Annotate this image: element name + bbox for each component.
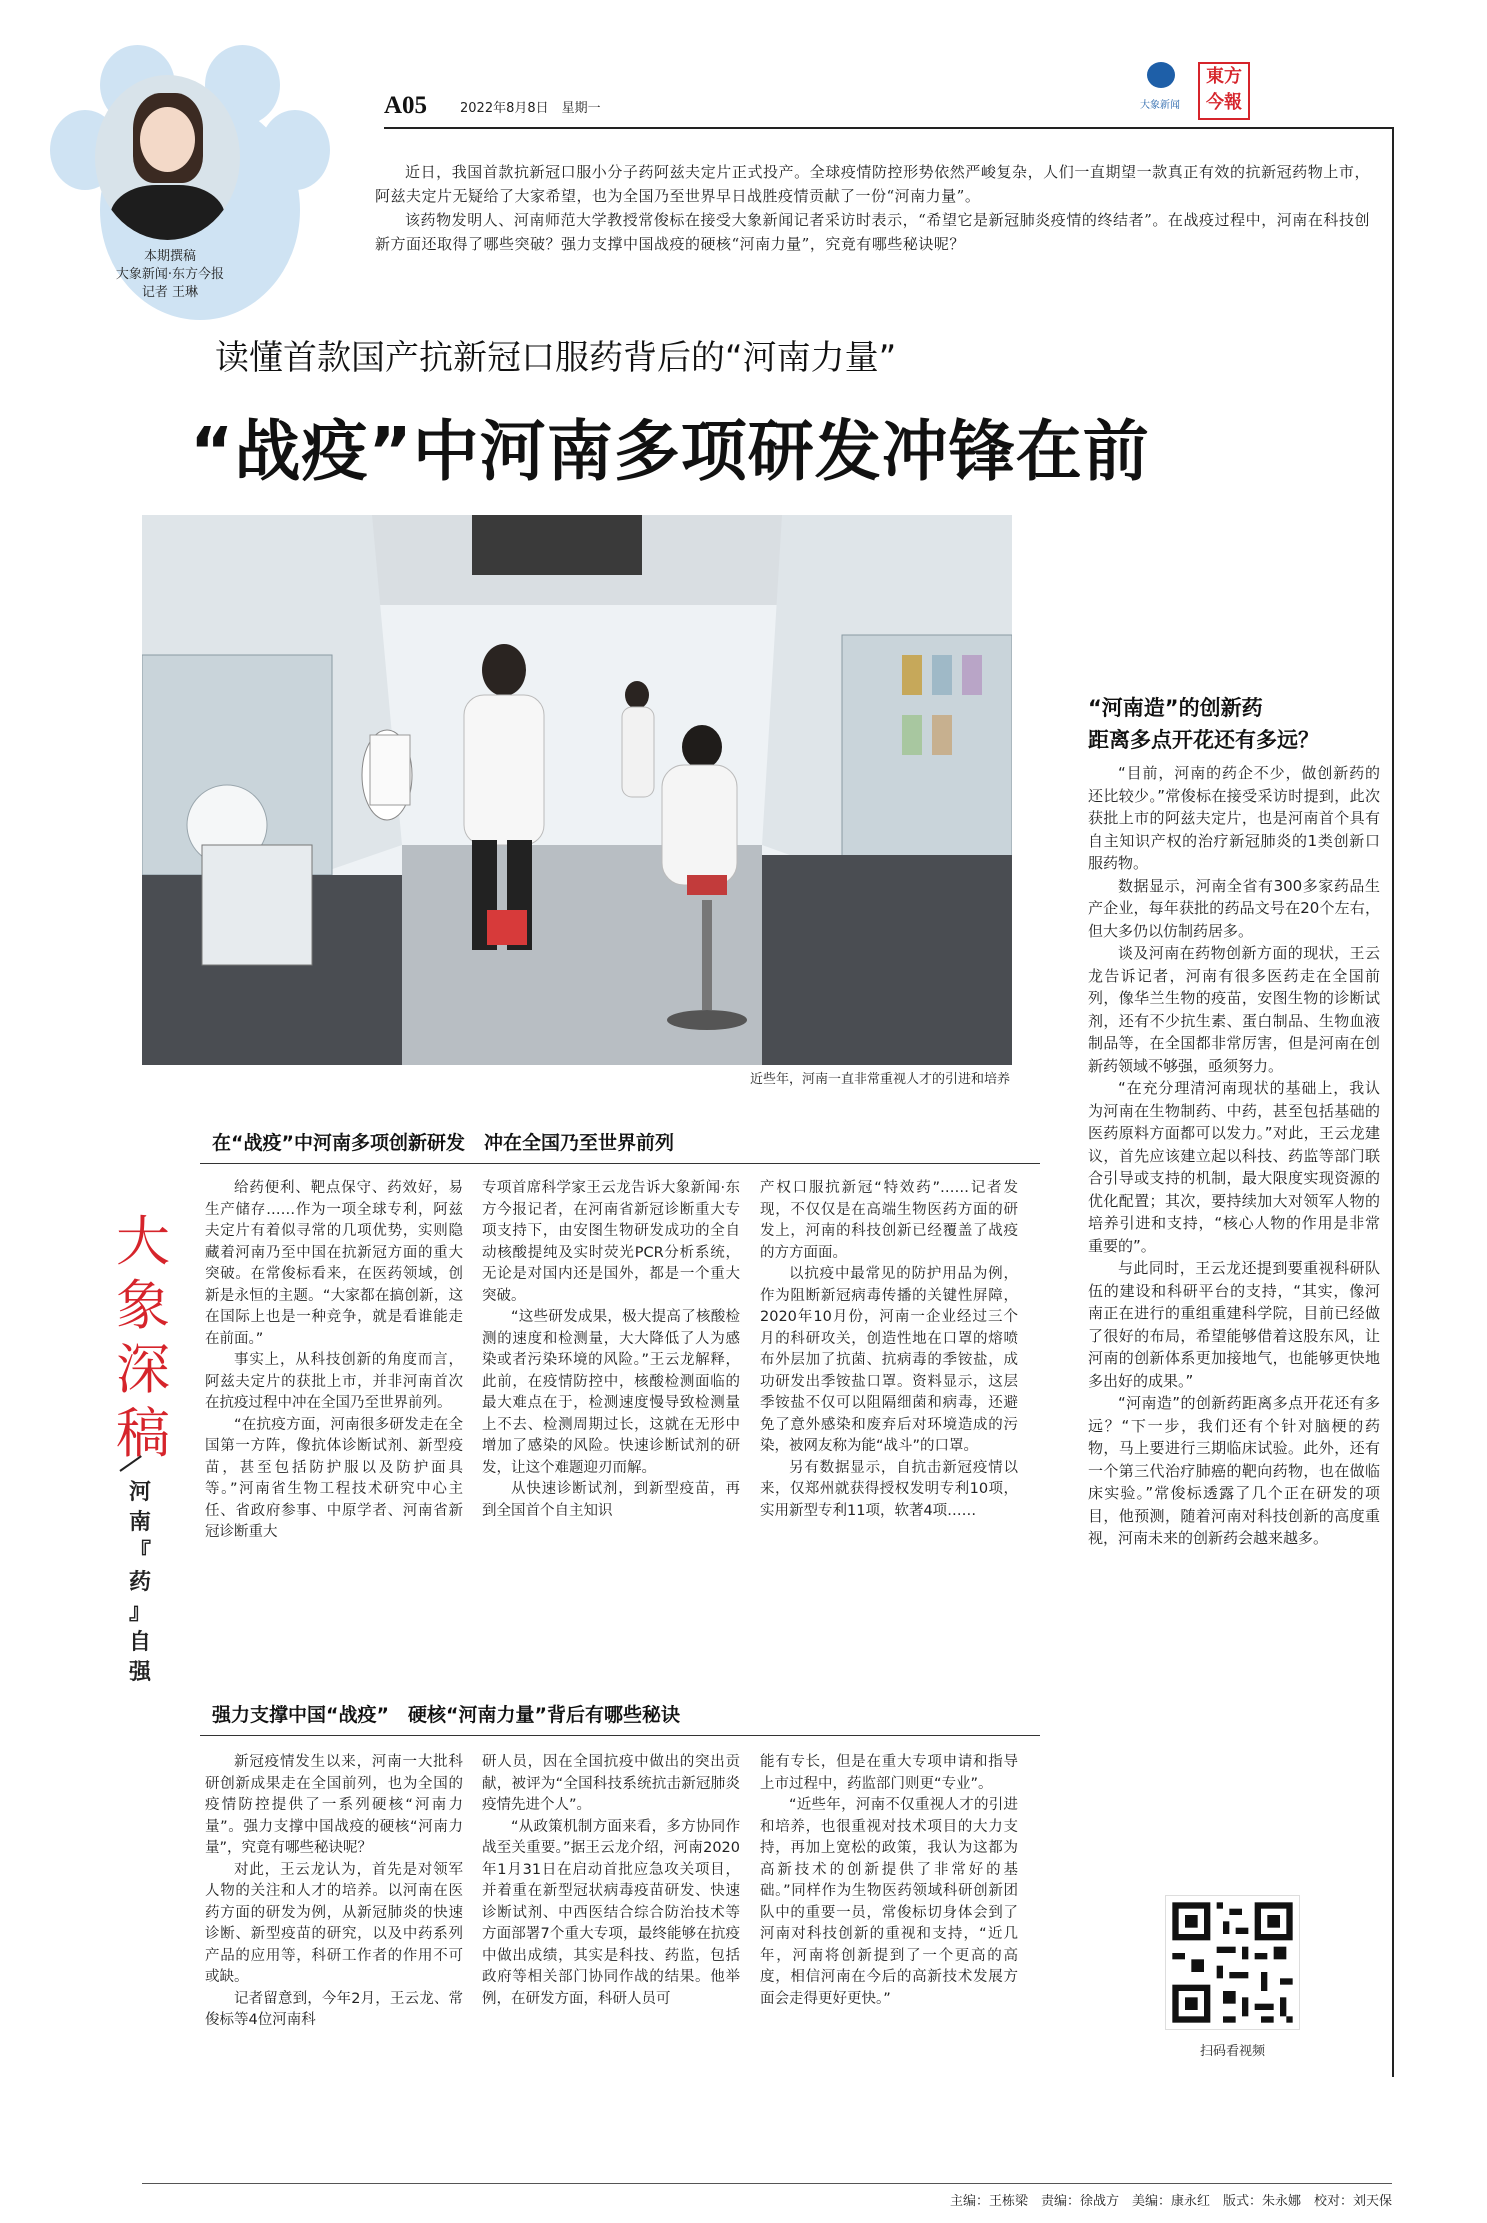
lead-paragraph: 近日，我国首款抗新冠口服小分子药阿兹夫定片正式投产。全球疫情防控形势依然严峻复杂，人们一直期望一款真正有效的抗新冠药物上市，阿兹夫定片无疑给了大家希望，也为全国乃至世界早日战胜疫情贡献了一份“河南力量”。: [375, 163, 1370, 205]
section2-rule: [200, 1735, 1040, 1736]
lab-photo: [142, 515, 1012, 1065]
byline-label: 本期撰稿: [143, 249, 196, 264]
reporter-avatar: [95, 75, 240, 240]
section2-col1: 新冠疫情发生以来，河南一大批科研创新成果走在全国前列，也为全国的疫情防控提供了一系列硬核“河南力量”。强力支撑中国战疫的硬核“河南力量”，究竟有哪些秘诀呢？ 对此，王云龙认为，首先是对领军人物的关注和人才的培养。以河南在医药方面的研发为例，从新冠肺炎的快速诊断、新型疫苗的研究，以及中药系列产品的应用等，科研工作者的作用不可或缺。 记者留意到，今年2月，王云龙、常俊标等4位河南科: [205, 1754, 463, 2028]
section2-col2: 研人员，因在全国抗疫中做出的突出贡献，被评为“全国科技系统抗击新冠肺炎疫情先进个人”。 “从政策机制方面来看，多方协同作战至关重要。”据王云龙介绍，河南2020年1月31日在启动首批应急攻关项目，并着重在新型冠状病毒疫苗研发、快速诊断试剂、中西医结合综合防治技术等方面部署7个重大专项，最终能够在抗疫中做出成绩，其实是科技、药监，包括政府等相关部门协同作战的结果。他举例，在研发方面，科研人员可: [482, 1754, 740, 2007]
header-rule: [384, 127, 1394, 129]
section1-col3: 产权口服抗新冠“特效药”……记者发现，不仅仅是在高端生物医药方面的研发上，河南的科技创新已经覆盖了战疫的方方面面。 以抗疫中最常见的防护用品为例，作为阻断新冠病毒传播的关键性屏障，2020年10月份，河南一企业经过三个月的科研攻关，创造性地在口罩的熔喷布外层加了抗菌、抗病毒的季铵盐，成功研发出季铵盐口罩。资料显示，这层季铵盐不仅可以阻隔细菌和病毒，还避免了意外感染和废弃后对环境造成的污染，被网友称为能“战斗”的口罩。 另有数据显示，自抗击新冠疫情以来，仅郑州就获得授权发明专利10项，实用新型专利11项，软著4项……: [760, 1180, 1018, 1519]
lead-paragraphs: [375, 160, 1370, 256]
frame-right-rule: [1392, 127, 1394, 2077]
elephant-icon: [1147, 62, 1175, 88]
section1-col1: 给药便利、靶点保守、药效好，易生产储存……作为一项全球专利，阿兹夫定片有着似寻常的几项优势，实则隐藏着河南乃至中国在抗新冠方面的重大突破。在常俊标看来，在医药领域，创新是永恒的主题。“大家都在搞创新，这在国际上也是一种竞争，就是看谁能走在前面。” 事实上，从科技创新的角度而言，阿兹夫定片的获批上市，并非河南首次在抗疫过程中冲在全国乃至世界前列。 “在抗疫方面，河南很多研发走在全国第一方阵，像抗体诊断试剂、新型疫苗，甚至包括防护服以及防护面具等。”河南省生物工程技术研究中心主任、省政府参事、中原学者、河南省新冠诊断重大: [205, 1180, 463, 1540]
photo-caption: 近些年，河南一直非常重视人才的引进和培养: [749, 1072, 1010, 1087]
section1-rule: [200, 1163, 1040, 1164]
page-date: 2022年8月8日 星期一: [460, 101, 601, 116]
section2-title: 强力支撑中国“战疫” 硬核“河南力量”背后有哪些秘诀: [212, 1704, 680, 1726]
section1-col2: 专项首席科学家王云龙告诉大象新闻·东方今报记者，在河南省新冠诊断重大专项支持下，由安图生物研发成功的全自动核酸提纯及实时荧光PCR分析系统，无论是对国内还是国外，都是一个重大突破。 “这些研发成果，极大提高了核酸检测的速度和检测量，大大降低了人为感染或者污染环境的风险。”王云龙解释，此前，在疫情防控中，核酸检测面临的最大难点在于，检测速度慢导致检测量上不去、检测周期过长，这就在无形中增加了感染的风险。快速诊断试剂的研发，让这个难题迎刃而解。 从快速诊断试剂，到新型疫苗，再到全国首个自主知识: [482, 1180, 740, 1519]
editor-credits: 主编：王栋梁 责编：徐战方 美编：康永红 版式：朱永娜 校对：刘天保: [949, 2194, 1392, 2209]
section2-col3: 能有专长，但是在重大专项申请和指导上市过程中，药监部门则更“专业”。 “近些年，河南不仅重视人才的引进和培养，也很重视对技术项目的大力支持，再加上宽松的政策，我认为这都为高新技术的创新提供了非常好的基础。”同样作为生物医药领域科研创新团队中的重要一员，常俊标切身体会到了河南对科技创新的重视和支持，“近几年，河南将创新提到了一个更高的高度，相信河南在今后的高新技术发展方面会走得更好更快。”: [760, 1754, 1018, 2007]
footer-rule: [142, 2183, 1392, 2184]
byline: [100, 248, 240, 302]
byline-outlet: 大象新闻·东方今报: [115, 267, 225, 282]
column-subtitle: 河 南 『 药 』 自 强: [128, 1480, 151, 1685]
lead-paragraph: 该药物发明人、河南师范大学教授常俊标在接受大象新闻记者采访时表示，“希望它是新冠肺炎疫情的终结者”。在战疫过程中，河南在科技创新方面还取得了哪些突破？强力支撑中国战疫的硬核“河南力量”，究竟有哪些秘诀呢？: [375, 211, 1370, 253]
headline: “战疫”中河南多项研发冲锋在前: [190, 413, 1150, 490]
qr-code[interactable]: [1165, 1895, 1300, 2030]
kicker-title: 读懂首款国产抗新冠口服药背后的“河南力量”: [215, 338, 897, 378]
dongfang-jinbao-logo: 東方 今報: [1198, 62, 1250, 120]
sidebar-body: “目前，河南的药企不少，做创新药的还比较少。”常俊标在接受采访时提到，此次获批上市的阿兹夫定片，也是河南首个具有自主知识产权的治疗新冠肺炎的1类创新口服药物。 数据显示，河南全省有300多家药品生产企业，每年获批的药品文号在20个左右，但大多仍以仿制药居多。 谈及河南在药物创新方面的现状，王云龙告诉记者，河南有很多医药走在全国前列，像华兰生物的疫苗，安图生物的诊断试剂，还有不少抗生素、蛋白制品、生物血液制品等，在全国都非常厉害，但是河南在创新药领域不够强，亟须努力。 “在充分理清河南现状的基础上，我认为河南在生物制药、中药，甚至包括基础的医药原料方面都可以发力。”对此，王云龙建议，首先应该建立起以科技、药监等部门联合引导或支持的机制，最大限度实现资源的优化配置；其次，要持续加大对领军人物的培养引进和支持，“核心人物的作用是非常重要的”。 与此同时，王云龙还提到要重视科研队伍的建设和科研平台的支持，“其实，像河南正在进行的重组重建科学院，目前已经做了很好的布局，希望能够借着这股东风，让河南的创新体系更加接地气，也能够更快地多出好的成果。” “河南造”的创新药距离多点开花还有多远？“下一步，我们还有个针对脑梗的药物，马上要进行三期临床试验。此外，还有一个第三代治疗肺癌的靶向药物，也在做临床实验。”常俊标透露了几个正在研发的项目，他预测，随着河南对科技创新的高度重视，河南未来的创新药会越来越多。: [1088, 764, 1380, 1547]
byline-reporter: 记者 王琳: [141, 285, 199, 300]
section1-title: 在“战疫”中河南多项创新研发 冲在全国乃至世界前列: [212, 1132, 674, 1154]
qr-caption: 扫码看视频: [1199, 2044, 1265, 2059]
column-name: 大 象 深 稿: [116, 1210, 170, 1465]
daxiang-logo: 大象新闻: [1135, 62, 1185, 122]
sidebar-title: “河南造”的创新药 距离多点开花还有多远？: [1088, 696, 1319, 752]
page-number: A05: [384, 92, 428, 119]
